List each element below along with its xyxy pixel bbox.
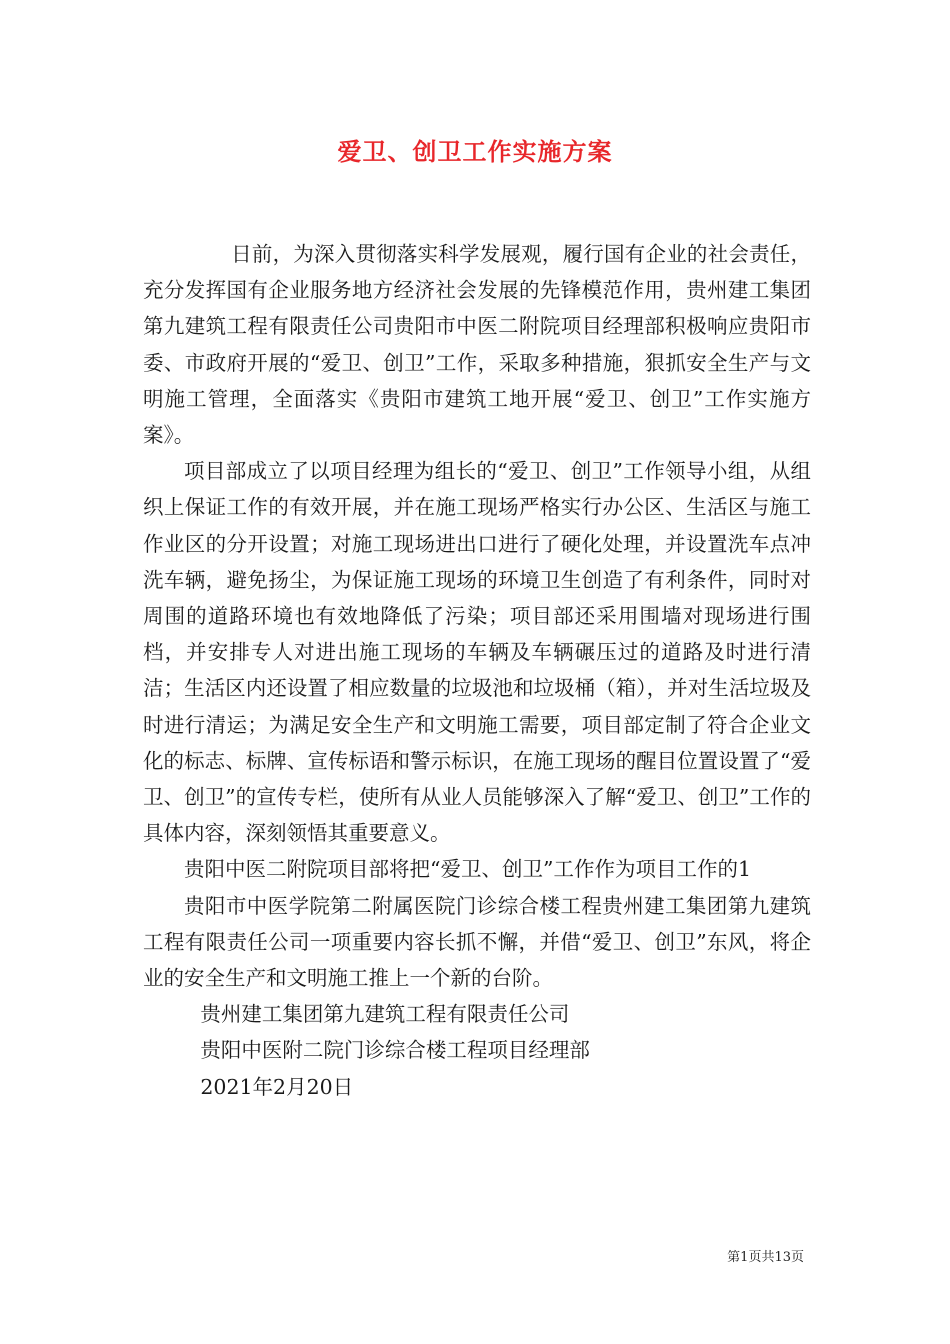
paragraph-measures: 项目部成立了以项目经理为组长的“爱卫、创卫”工作领导小组，从组织上保证工作的有效开展，并在施工现场严格实行办公区、生活区与施工作业区的分开设置；对施工现场进出口进行了硬化处理，并设置洗车点冲洗车辆，避免扬尘，为保证施工现场的环境卫生创造了有利条件，同时对周围的道路环境也有效地降低了污染；项目部还采用围墙对现场进行围档，并安排专人对进出施工现场的车辆及车辆碾压过的道路及时进行清洁；生活区内还设置了相应数量的垃圾池和垃圾桶（箱），并对生活垃圾及时进行清运；为满足安全生产和文明施工需要，项目部定制了符合企业文化的标志、标牌、宣传标语和警示标识，在施工现场的醒目位置设置了“爱卫、创卫”的宣传专栏，使所有从业人员能够深入了解“爱卫、创卫”工作的具体内容，深刻领悟其重要意义。 — [143, 459, 811, 846]
signature-company: 贵州建工集团第九建筑工程有限责任公司 — [200, 1002, 570, 1027]
document-title: 爱卫、创卫工作实施方案 — [337, 137, 613, 166]
page-number-footer: 第1页共13页 — [727, 1250, 804, 1265]
document-body — [143, 236, 811, 1105]
paragraph-conclusion: 贵阳市中医学院第二附属医院门诊综合楼工程贵州建工集团第九建筑工程有限责任公司一项重要内容长抓不懈，并借“爱卫、创卫”东风，将企业的安全生产和文明施工推上一个新的台阶。 — [143, 893, 811, 991]
paragraph-commitment: 贵阳中医二附院项目部将把“爱卫、创卫”工作作为项目工作的1 — [184, 857, 752, 882]
paragraph-intro: 日前，为深入贯彻落实科学发展观，履行国有企业的社会责任，充分发挥国有企业服务地方经济社会发展的先锋模范作用，贵州建工集团第九建筑工程有限责任公司贵阳市中医二附院项目经理部积极响应贵阳市委、市政府开展的“爱卫、创卫”工作，采取多种措施，狠抓安全生产与文明施工管理，全面落实《贵阳市建筑工地开展“爱卫、创卫”工作实施方案》。 — [143, 242, 811, 448]
signature-department: 贵阳中医附二院门诊综合楼工程项目经理部 — [200, 1038, 590, 1063]
signature-date: 2021年2月20日 — [200, 1074, 354, 1099]
